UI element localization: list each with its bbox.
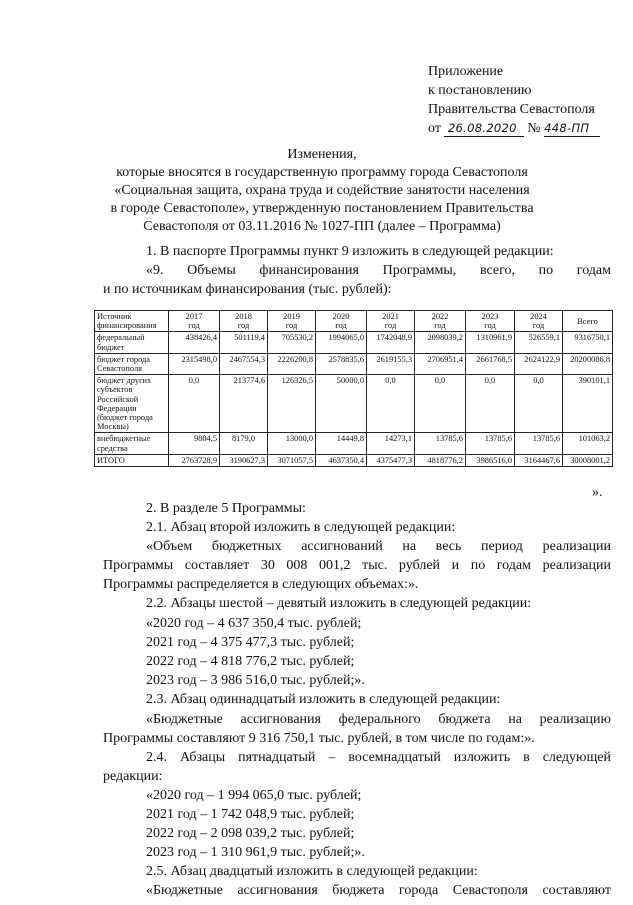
- table-cell: 4818776,2: [415, 454, 466, 466]
- table-cell: 1310961,9: [466, 332, 515, 353]
- table-cell: 3071057,5: [268, 454, 316, 466]
- row-label: бюджет города Севастополя: [95, 353, 169, 374]
- from-label: от: [428, 121, 441, 136]
- row-label: федеральный бюджет: [95, 332, 169, 353]
- number-label: №: [527, 121, 541, 136]
- paragraph: 2. В разделе 5 Программы:: [146, 501, 306, 516]
- paragraph: «Бюджетные ассигнования бюджета города Севастополя составляют: [146, 883, 611, 898]
- paragraph: «2020 год – 1 994 065,0 тыс. рублей;: [146, 788, 362, 803]
- table-cell: 501119,4: [220, 332, 268, 353]
- table-header-row: [95, 311, 613, 332]
- row-label: внебюджетные средства: [95, 433, 169, 454]
- table-row: [95, 332, 613, 353]
- table-cell-total: 9316750,1: [563, 332, 613, 353]
- table-cell: 438426,4: [169, 332, 220, 353]
- header-year: 2022 год: [415, 311, 466, 332]
- table-cell-total: 101063,2: [563, 433, 613, 454]
- table-cell: 0,0: [515, 375, 563, 433]
- table-cell-total: 20200086,8: [563, 353, 613, 374]
- table-cell: 13000,0: [268, 433, 316, 454]
- table-cell: 126326,5: [268, 375, 316, 433]
- header-source: Источник финансирования: [95, 311, 169, 332]
- paragraph: 2022 год – 2 098 039,2 тыс. рублей;: [146, 826, 355, 841]
- paragraph: 2021 год – 4 375 477,3 тыс. рублей;: [146, 635, 355, 650]
- table-cell: 2467554,3: [220, 353, 268, 374]
- header-year: 2024 год: [515, 311, 563, 332]
- financing-table: [94, 310, 613, 467]
- table-cell: 1742048,9: [367, 332, 415, 353]
- table-cell: 4375477,3: [367, 454, 415, 466]
- paragraph: «Объем бюджетных ассигнований на весь период реализации: [146, 539, 611, 554]
- table-cell: 3164467,6: [515, 454, 563, 466]
- paragraph: «9. Объемы финансирования Программы, всего, по годам: [146, 263, 611, 278]
- paragraph: 2.1. Абзац второй изложить в следующей редакции:: [146, 520, 456, 535]
- paragraph: 2.2. Абзацы шестой – девятый изложить в следующей редакции:: [146, 596, 532, 611]
- document-title: [96, 146, 548, 236]
- paragraph: 2.3. Абзац одиннадцатый изложить в следующей редакции:: [146, 692, 501, 707]
- appendix-line: к постановлению: [428, 83, 532, 98]
- paragraph: 2023 год – 3 986 516,0 тыс. рублей;».: [146, 673, 365, 688]
- table-cell: 3986516,0: [466, 454, 515, 466]
- paragraph: 2022 год – 4 818 776,2 тыс. рублей;: [146, 654, 355, 669]
- header-year: 2018 год: [220, 311, 268, 332]
- date-field: [444, 121, 523, 137]
- table-cell: 14273,1: [367, 433, 415, 454]
- table-cell: 0,0: [415, 375, 466, 433]
- header-year: 2023 год: [466, 311, 515, 332]
- paragraph: редакции:: [103, 769, 163, 784]
- table-cell: 3190627,3: [220, 454, 268, 466]
- table-cell: 2098039,2: [415, 332, 466, 353]
- paragraph: 2.5. Абзац двадцатый изложить в следующей редакции:: [146, 864, 478, 879]
- table-row: [95, 353, 613, 374]
- appendix-date-line: [428, 119, 600, 138]
- table-cell: 0,0: [367, 375, 415, 433]
- table-cell: 1994065,0: [316, 332, 367, 353]
- table-row: [95, 433, 613, 454]
- table-cell: 13785,6: [466, 433, 515, 454]
- handwritten-date: 26.08.2020: [447, 121, 517, 135]
- row-label: бюджет других субъектов Российской Федерации (бюджет города Москвы): [95, 375, 169, 433]
- paragraph: Программы составляют 9 316 750,1 тыс. рублей, в том числе по годам:».: [103, 731, 535, 746]
- paragraph: Программы составляет 30 008 001,2 тыс. рублей и по годам реализации: [103, 558, 611, 573]
- header-year: 2019 год: [268, 311, 316, 332]
- table-cell-total: 390101,1: [563, 375, 613, 433]
- table-cell: 2315498,0: [169, 353, 220, 374]
- header-total: Всего: [563, 311, 613, 332]
- table-row: [95, 375, 613, 433]
- appendix-line: Правительства Севастополя: [428, 102, 595, 117]
- number-field: [544, 121, 600, 137]
- table-cell: 14449,8: [316, 433, 367, 454]
- table-cell: 2226200,8: [268, 353, 316, 374]
- title-line: Севастополя от 03.11.2016 № 1027-ПП (далее – Программа): [143, 219, 501, 234]
- appendix-line: Приложение: [428, 64, 504, 79]
- table-cell: 2619155,3: [367, 353, 415, 374]
- table-cell: 213774,6: [220, 375, 268, 433]
- table-cell: 2763728,9: [169, 454, 220, 466]
- paragraph: 2.4. Абзацы пятнадцатый – восемнадцатый изложить в следующей: [146, 750, 611, 765]
- row-label: ИТОГО: [95, 454, 169, 466]
- quote-end-mark: ».: [592, 485, 603, 500]
- appendix-block: [428, 62, 600, 138]
- table-cell: 2706951,4: [415, 353, 466, 374]
- table-cell: 9804,5: [169, 433, 220, 454]
- table-cell-total: 30008001,2: [563, 454, 613, 466]
- paragraph: 1. В паспорте Программы пункт 9 изложить в следующей редакции:: [146, 244, 554, 259]
- paragraph: 2023 год – 1 310 961,9 тыс. рублей;».: [146, 845, 365, 860]
- table-cell: 2661768,5: [466, 353, 515, 374]
- table-cell: 8179,0: [220, 433, 268, 454]
- table-cell: 50000,0: [316, 375, 367, 433]
- header-year: 2020 год: [316, 311, 367, 332]
- table-cell: 2578835,6: [316, 353, 367, 374]
- table-cell: 526559,1: [515, 332, 563, 353]
- title-heading: Изменения,: [287, 147, 357, 162]
- title-line: которые вносятся в государственную программу города Севастополя: [116, 165, 528, 180]
- table-cell: 0,0: [169, 375, 220, 433]
- handwritten-number: 448-ПП: [544, 121, 590, 135]
- table-cell: 2624122,9: [515, 353, 563, 374]
- title-line: в городе Севастополе», утвержденную постановлением Правительства: [110, 201, 534, 216]
- table-cell: 13785,6: [415, 433, 466, 454]
- table-cell: 705530,2: [268, 332, 316, 353]
- paragraph: «Бюджетные ассигнования федерального бюджета на реализацию: [146, 712, 611, 727]
- table-cell: 0,0: [466, 375, 515, 433]
- paragraph: и по источникам финансирования (тыс. рублей):: [103, 282, 392, 297]
- table-row-total: [95, 454, 613, 466]
- table-cell: 13785,6: [515, 433, 563, 454]
- paragraph: «2020 год – 4 637 350,4 тыс. рублей;: [146, 616, 362, 631]
- paragraph: Программы распределяется в следующих объемах:».: [103, 577, 419, 592]
- title-line: «Социальная защита, охрана труда и содействие занятости населения: [114, 183, 530, 198]
- paragraph: 2021 год – 1 742 048,9 тыс. рублей;: [146, 807, 355, 822]
- header-year: 2017 год: [169, 311, 220, 332]
- table-cell: 4637350,4: [316, 454, 367, 466]
- header-year: 2021 год: [367, 311, 415, 332]
